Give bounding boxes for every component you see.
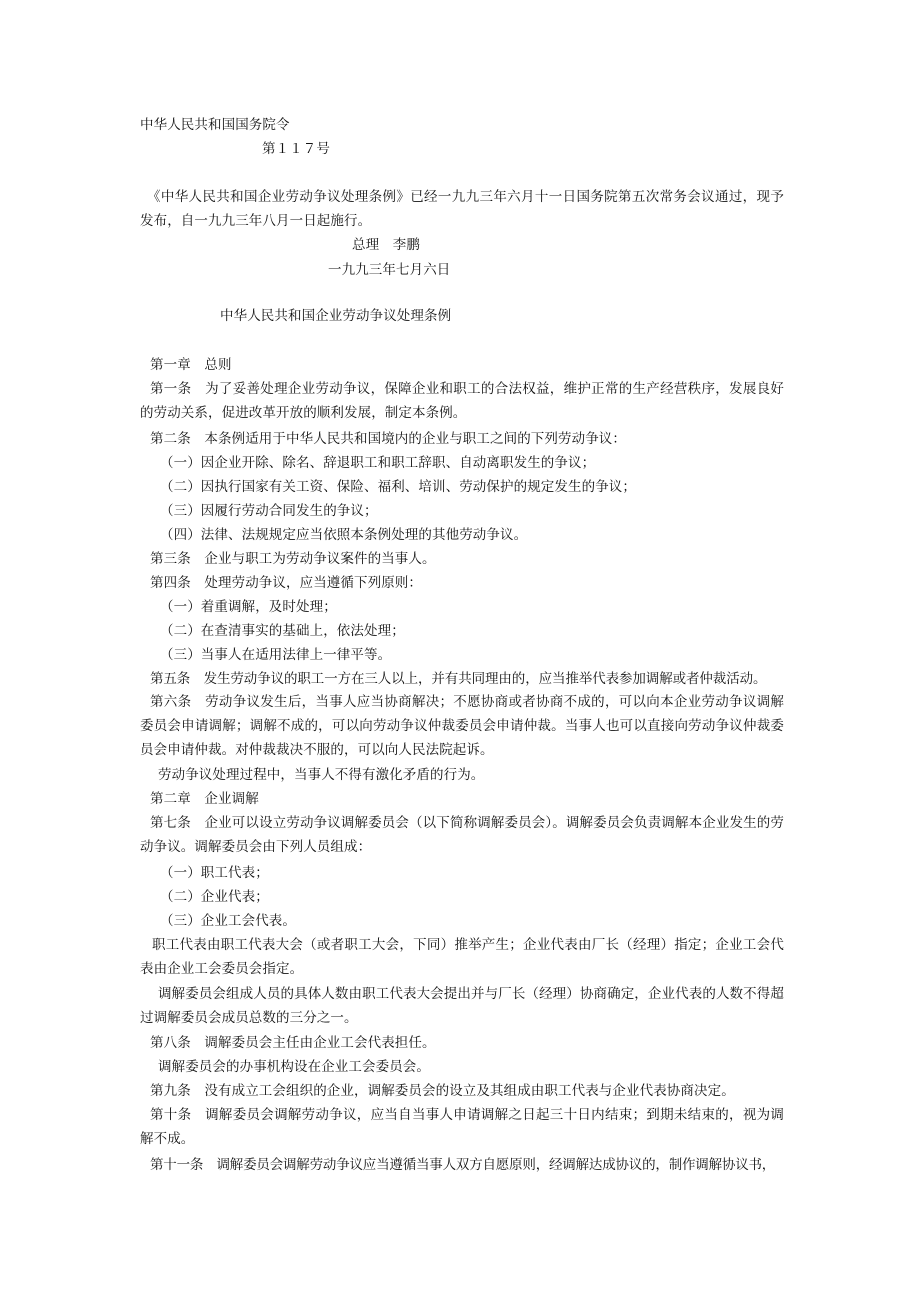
list-item: （一）因企业开除、除名、辞退职工和职工辞职、自动离职发生的争议； [160,455,596,471]
list-item: （一）着重调解，及时处理； [160,599,337,615]
list-item: （二）因执行国家有关工资、保险、福利、培训、劳动保护的规定发生的争议； [160,479,636,495]
body-paragraph: 职工代表由职工代表大会（或者职工大会，下同）推举产生；企业代表由厂长（经理）指定；企业工会代表由企业工会委员会指定。 [140,937,784,977]
body-paragraph: 调解委员会组成人员的具体人数由职工代表大会提出并与厂长（经理）协商确定，企业代表的人数不得超过调解委员会成员总数的三分之一。 [140,986,784,1026]
article-paragraph: 第五条 发生劳动争议的职工一方在三人以上，并有共同理由的，应当推举代表参加调解或者仲裁活动。 [150,671,767,687]
article-paragraph: 第八条 调解委员会主任由企业工会代表担任。 [150,1035,436,1051]
article-paragraph: 第十一条 调解委员会调解劳动争议应当遵循当事人双方自愿原则，经调解达成协议的，制作调解协议书， [150,1157,776,1173]
announcement-paragraph: 《中华人民共和国企业劳动争议处理条例》已经一九九三年六月十一日国务院第五次常务会议通过，现予发布，自一九九三年八月一日起施行。 [140,189,784,229]
article-paragraph: 第一条 为了妥善处理企业劳动争议，保障企业和职工的合法权益，维护正常的生产经营秩序，发展良好的劳动关系，促进改革开放的顺利发展，制定本条例。 [140,381,784,421]
body-paragraph: 调解委员会的办事机构设在企业工会委员会。 [158,1059,430,1075]
article-paragraph: 第二条 本条例适用于中华人民共和国境内的企业与职工之间的下列劳动争议： [150,431,626,447]
list-item: （二）企业代表； [160,889,269,905]
regulation-title: 中华人民共和国企业劳动争议处理条例 [220,308,452,324]
list-item: （一）职工代表； [160,865,269,881]
list-item: （二）在查清事实的基础上，依法处理； [160,623,405,639]
signature-date: 一九九三年七月六日 [328,262,451,278]
list-item: （三）因履行劳动合同发生的争议； [160,503,378,519]
decree-issuer: 中华人民共和国国务院令 [140,117,290,133]
list-item: （四）法律、法规规定应当依照本条例处理的其他劳动争议。 [160,527,528,543]
article-paragraph: 第十条 调解委员会调解劳动争议，应当自当事人申请调解之日起三十日内结束；到期未结束的，视为调解不成。 [140,1107,784,1147]
article-paragraph: 第三条 企业与职工为劳动争议案件的当事人。 [150,551,436,567]
article-paragraph: 第七条 企业可以设立劳动争议调解委员会（以下简称调解委员会）。调解委员会负责调解本企业发生的劳动争议。调解委员会由下列人员组成： [140,815,784,855]
signatory: 总理 李鹏 [352,237,420,253]
list-item: （三）当事人在适用法律上一律平等。 [160,647,392,663]
chapter-heading: 第一章 总则 [150,357,232,373]
chapter-heading: 第二章 企业调解 [150,791,259,807]
article-paragraph: 第四条 处理劳动争议，应当遵循下列原则： [150,575,422,591]
list-item: （三）企业工会代表。 [160,913,296,929]
body-paragraph: 劳动争议处理过程中，当事人不得有激化矛盾的行为。 [158,767,485,783]
article-paragraph: 第九条 没有成立工会组织的企业，调解委员会的设立及其组成由职工代表与企业代表协商决定。 [150,1083,735,1099]
article-paragraph: 第六条 劳动争议发生后，当事人应当协商解决；不愿协商或者协商不成的，可以向本企业劳动争议调解委员会申请调解；调解不成的，可以向劳动争议仲裁委员会申请仲裁。当事人也可以直接向劳动争议仲裁委员会申请仲裁。对仲裁裁决不服的，可以向人民法院起诉。 [140,694,784,758]
decree-number: 第１１７号 [262,141,330,157]
